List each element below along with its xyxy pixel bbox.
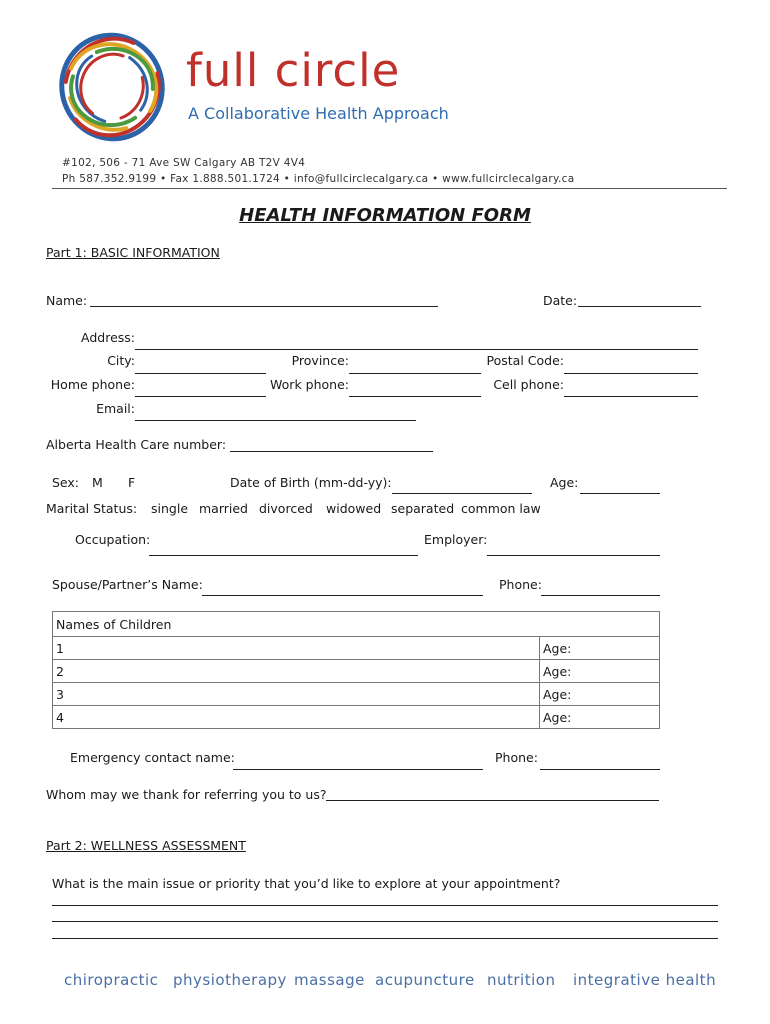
clinic-contact: Ph 587.352.9199 • Fax 1.888.501.1724 • info@fullcirclecalgary.ca • www.fullcirclecalgary.ca bbox=[62, 173, 575, 185]
employer-label: Employer: bbox=[424, 532, 488, 547]
table-row[interactable] bbox=[53, 660, 660, 683]
emergency-contact-field[interactable] bbox=[233, 769, 483, 770]
service-chiropractic: chiropractic bbox=[64, 971, 159, 989]
employer-field[interactable] bbox=[487, 555, 660, 556]
occupation-field[interactable] bbox=[149, 555, 418, 556]
postal-code-label: Postal Code: bbox=[486, 353, 564, 368]
service-massage: massage bbox=[294, 971, 365, 989]
occupation-label: Occupation: bbox=[75, 532, 151, 547]
city-label: City: bbox=[107, 353, 135, 368]
spouse-field[interactable] bbox=[202, 595, 483, 596]
home-phone-label: Home phone: bbox=[50, 377, 135, 392]
work-phone-label: Work phone: bbox=[270, 377, 349, 392]
children-table bbox=[52, 611, 660, 729]
spouse-phone-label: Phone: bbox=[499, 577, 542, 592]
home-phone-field[interactable] bbox=[135, 396, 266, 397]
marital-option-common-law[interactable]: common law bbox=[461, 501, 541, 516]
brand-name: full circle bbox=[186, 44, 401, 97]
province-field[interactable] bbox=[349, 373, 481, 374]
main-issue-line-2[interactable] bbox=[52, 921, 718, 922]
date-field[interactable] bbox=[578, 306, 701, 307]
dob-label: Date of Birth (mm-dd-yy): bbox=[230, 475, 392, 490]
marital-status-label: Marital Status: bbox=[46, 501, 138, 516]
health-care-field[interactable] bbox=[230, 451, 433, 452]
sex-label: Sex: bbox=[52, 475, 80, 490]
child-name-cell[interactable]: 4 bbox=[53, 706, 540, 729]
child-age-cell[interactable]: Age: bbox=[540, 683, 660, 706]
address-label: Address: bbox=[81, 330, 135, 345]
sex-option-f[interactable]: F bbox=[128, 475, 136, 490]
service-acupuncture: acupuncture bbox=[375, 971, 475, 989]
emergency-contact-label: Emergency contact name: bbox=[70, 750, 235, 765]
service-physiotherapy: physiotherapy bbox=[173, 971, 287, 989]
health-care-label: Alberta Health Care number: bbox=[46, 437, 227, 452]
child-age-cell[interactable]: Age: bbox=[540, 637, 660, 660]
full-circle-logo bbox=[52, 24, 172, 149]
sex-option-m[interactable]: M bbox=[92, 475, 103, 490]
postal-code-field[interactable] bbox=[564, 373, 698, 374]
service-integrative-health: integrative health bbox=[573, 971, 717, 989]
form-title: HEALTH INFORMATION FORM bbox=[239, 205, 531, 226]
emergency-phone-label: Phone: bbox=[495, 750, 538, 765]
children-header-cell: Names of Children bbox=[53, 612, 660, 637]
main-issue-line-3[interactable] bbox=[52, 938, 718, 939]
name-field[interactable] bbox=[90, 306, 438, 307]
age-label: Age: bbox=[550, 475, 579, 490]
part1-heading: Part 1: BASIC INFORMATION bbox=[46, 245, 220, 260]
child-name-cell[interactable]: 3 bbox=[53, 683, 540, 706]
children-table-header bbox=[53, 612, 660, 637]
table-row[interactable] bbox=[53, 637, 660, 660]
emergency-phone-field[interactable] bbox=[540, 769, 660, 770]
clinic-address: #102, 506 - 71 Ave SW Calgary AB T2V 4V4 bbox=[62, 157, 306, 169]
main-issue-line-1[interactable] bbox=[52, 905, 718, 906]
email-label: Email: bbox=[96, 401, 135, 416]
child-name-cell[interactable]: 2 bbox=[53, 660, 540, 683]
table-row[interactable] bbox=[53, 706, 660, 729]
brand-tagline: A Collaborative Health Approach bbox=[188, 104, 449, 123]
table-row[interactable] bbox=[53, 683, 660, 706]
city-field[interactable] bbox=[135, 373, 266, 374]
child-name-cell[interactable]: 1 bbox=[53, 637, 540, 660]
referral-field[interactable] bbox=[326, 800, 659, 801]
marital-option-married[interactable]: married bbox=[199, 501, 248, 516]
child-age-cell[interactable]: Age: bbox=[540, 706, 660, 729]
cell-phone-label: Cell phone: bbox=[493, 377, 564, 392]
marital-option-divorced[interactable]: divorced bbox=[259, 501, 313, 516]
marital-option-separated[interactable]: separated bbox=[391, 501, 455, 516]
dob-field[interactable] bbox=[392, 493, 532, 494]
spouse-phone-field[interactable] bbox=[541, 595, 660, 596]
main-issue-question: What is the main issue or priority that you’d like to explore at your appointment? bbox=[52, 876, 561, 891]
header-divider bbox=[52, 188, 727, 189]
referral-label: Whom may we thank for referring you to us? bbox=[46, 787, 327, 802]
service-nutrition: nutrition bbox=[487, 971, 556, 989]
name-label: Name: bbox=[46, 293, 88, 308]
address-field[interactable] bbox=[135, 349, 698, 350]
marital-option-single[interactable]: single bbox=[151, 501, 189, 516]
age-field[interactable] bbox=[580, 493, 660, 494]
part2-heading: Part 2: WELLNESS ASSESSMENT bbox=[46, 838, 246, 853]
email-field[interactable] bbox=[135, 420, 416, 421]
cell-phone-field[interactable] bbox=[564, 396, 698, 397]
marital-option-widowed[interactable]: widowed bbox=[326, 501, 382, 516]
province-label: Province: bbox=[291, 353, 349, 368]
spouse-label: Spouse/Partner’s Name: bbox=[52, 577, 203, 592]
date-label: Date: bbox=[543, 293, 578, 308]
work-phone-field[interactable] bbox=[349, 396, 481, 397]
child-age-cell[interactable]: Age: bbox=[540, 660, 660, 683]
